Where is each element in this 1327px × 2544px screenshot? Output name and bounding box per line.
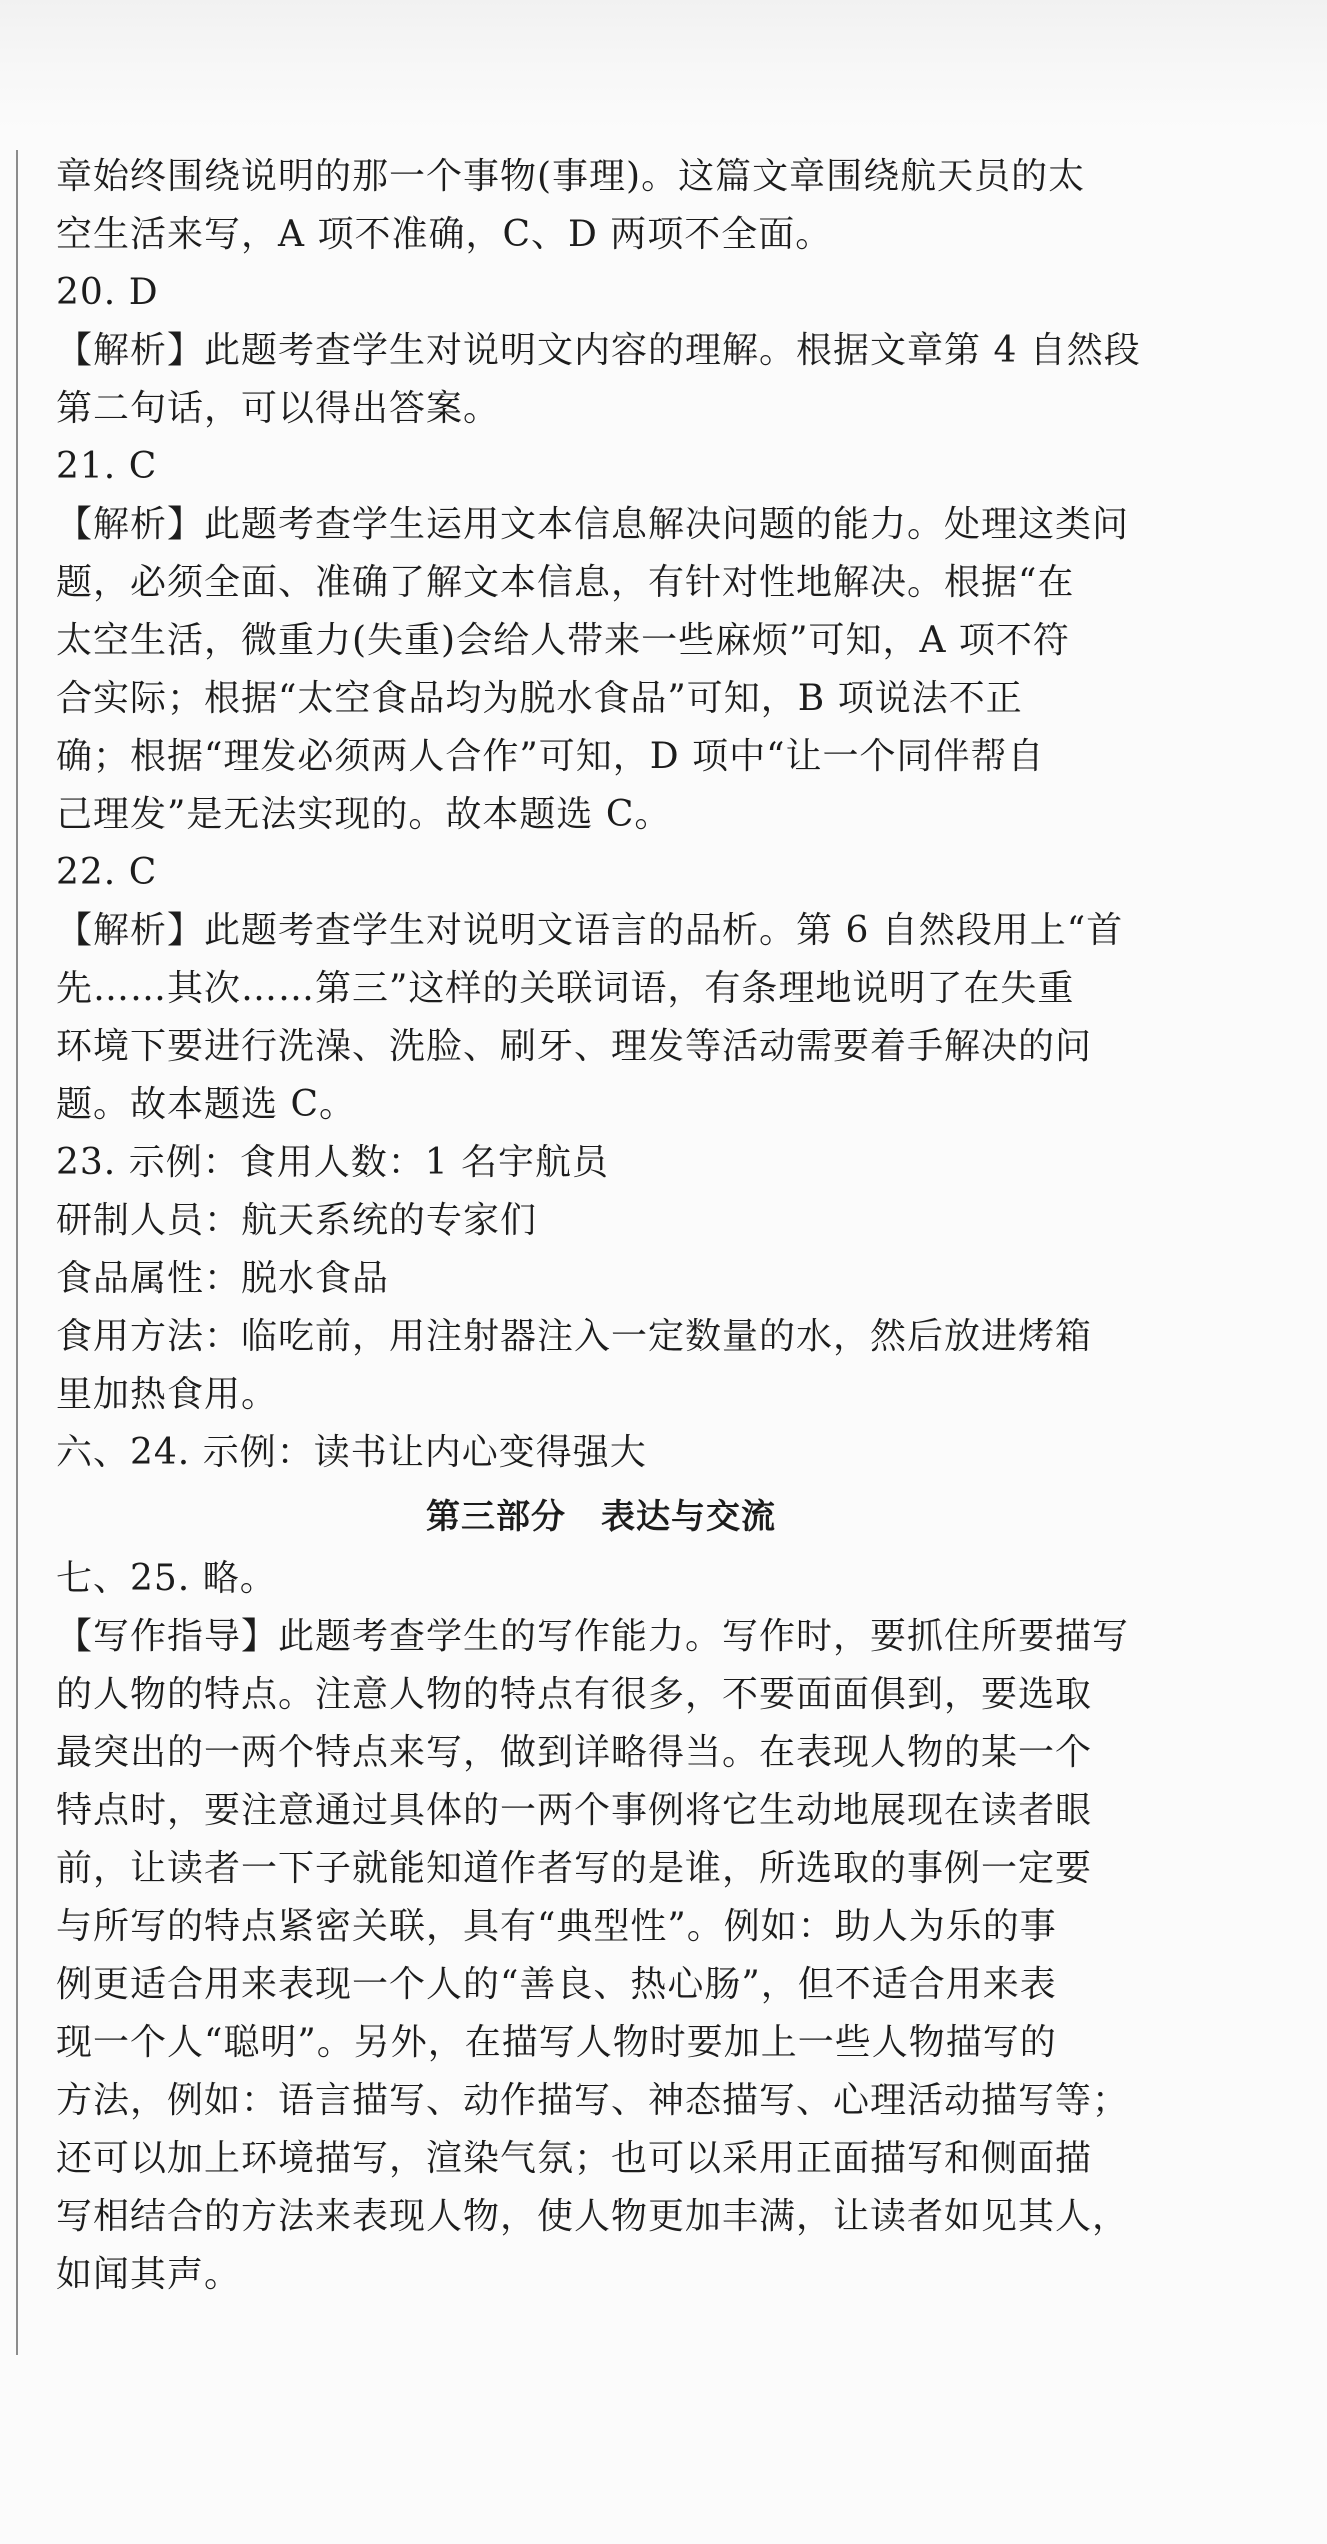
text-line: 与所写的特点紧密关联，具有“典型性”。例如：助人为乐的事 (56, 1906, 1057, 1947)
answer-20: 20. D (56, 272, 159, 313)
page-top-shadow (0, 0, 1327, 130)
text-line: 合实际；根据“太空食品均为脱水食品”可知，B 项说法不正 (56, 678, 1023, 719)
text-line: 【解析】此题考查学生运用文本信息解决问题的能力。处理这类问 (56, 504, 1130, 545)
text-line: 现一个人“聪明”。另外，在描写人物时要加上一些人物描写的 (56, 2022, 1057, 2063)
text-line: 方法，例如：语言描写、动作描写、神态描写、心理活动描写等； (56, 2080, 1130, 2121)
text-line: 特点时，要注意通过具体的一两个事例将它生动地展现在读者眼 (56, 1790, 1093, 1831)
answer-21: 21. C (56, 446, 158, 487)
left-margin-rule (16, 150, 18, 2355)
answer-25: 七、25. 略。 (56, 1558, 277, 1599)
text-line: 食品属性：脱水食品 (56, 1258, 390, 1299)
text-line: 前，让读者一下子就能知道作者写的是谁，所选取的事例一定要 (56, 1848, 1093, 1889)
text-line: 【解析】此题考查学生对说明文语言的品析。第 6 自然段用上“首 (56, 910, 1124, 951)
answer-23: 23. 示例：食用人数：1 名宇航员 (56, 1142, 610, 1183)
text-line: 【写作指导】此题考查学生的写作能力。写作时，要抓住所要描写 (56, 1616, 1130, 1657)
text-line: 例更适合用来表现一个人的“善良、热心肠”，但不适合用来表 (56, 1964, 1057, 2005)
text-line: 【解析】此题考查学生对说明文内容的理解。根据文章第 4 自然段 (56, 330, 1141, 371)
text-line: 己理发”是无法实现的。故本题选 C。 (56, 794, 672, 835)
answer-24: 六、24. 示例：读书让内心变得强大 (56, 1432, 647, 1473)
section-heading: 第三部分 表达与交流 (426, 1497, 776, 1537)
text-line: 空生活来写，A 项不准确，C、D 两项不全面。 (56, 214, 833, 255)
text-line: 研制人员：航天系统的专家们 (56, 1200, 538, 1241)
answer-text (56, 148, 1146, 2304)
text-line: 先……其次……第三”这样的关联词语，有条理地说明了在失重 (56, 968, 1075, 1009)
text-line: 还可以加上环境描写，渲染气氛；也可以采用正面描写和侧面描 (56, 2138, 1093, 2179)
text-line: 如闻其声。 (56, 2254, 242, 2295)
text-line: 太空生活，微重力(失重)会给人带来一些麻烦”可知，A 项不符 (56, 620, 1070, 661)
text-line: 第二句话，可以得出答案。 (56, 388, 501, 429)
text-line: 食用方法：临吃前，用注射器注入一定数量的水，然后放进烤箱 (56, 1316, 1093, 1357)
text-line: 环境下要进行洗澡、洗脸、刷牙、理发等活动需要着手解决的问 (56, 1026, 1093, 1067)
text-line: 里加热食用。 (56, 1374, 279, 1415)
text-line: 的人物的特点。注意人物的特点有很多，不要面面俱到，要选取 (56, 1674, 1093, 1715)
text-line: 最突出的一两个特点来写，做到详略得当。在表现人物的某一个 (56, 1732, 1093, 1773)
text-line: 章始终围绕说明的那一个事物(事理)。这篇文章围绕航天员的太 (56, 156, 1086, 197)
text-line: 确；根据“理发必须两人合作”可知，D 项中“让一个同伴帮自 (56, 736, 1045, 777)
text-line: 写相结合的方法来表现人物，使人物更加丰满，让读者如见其人， (56, 2196, 1130, 2237)
text-line: 题。故本题选 C。 (56, 1084, 356, 1125)
text-line: 题，必须全面、准确了解文本信息，有针对性地解决。根据“在 (56, 562, 1075, 603)
answer-22: 22. C (56, 852, 158, 893)
